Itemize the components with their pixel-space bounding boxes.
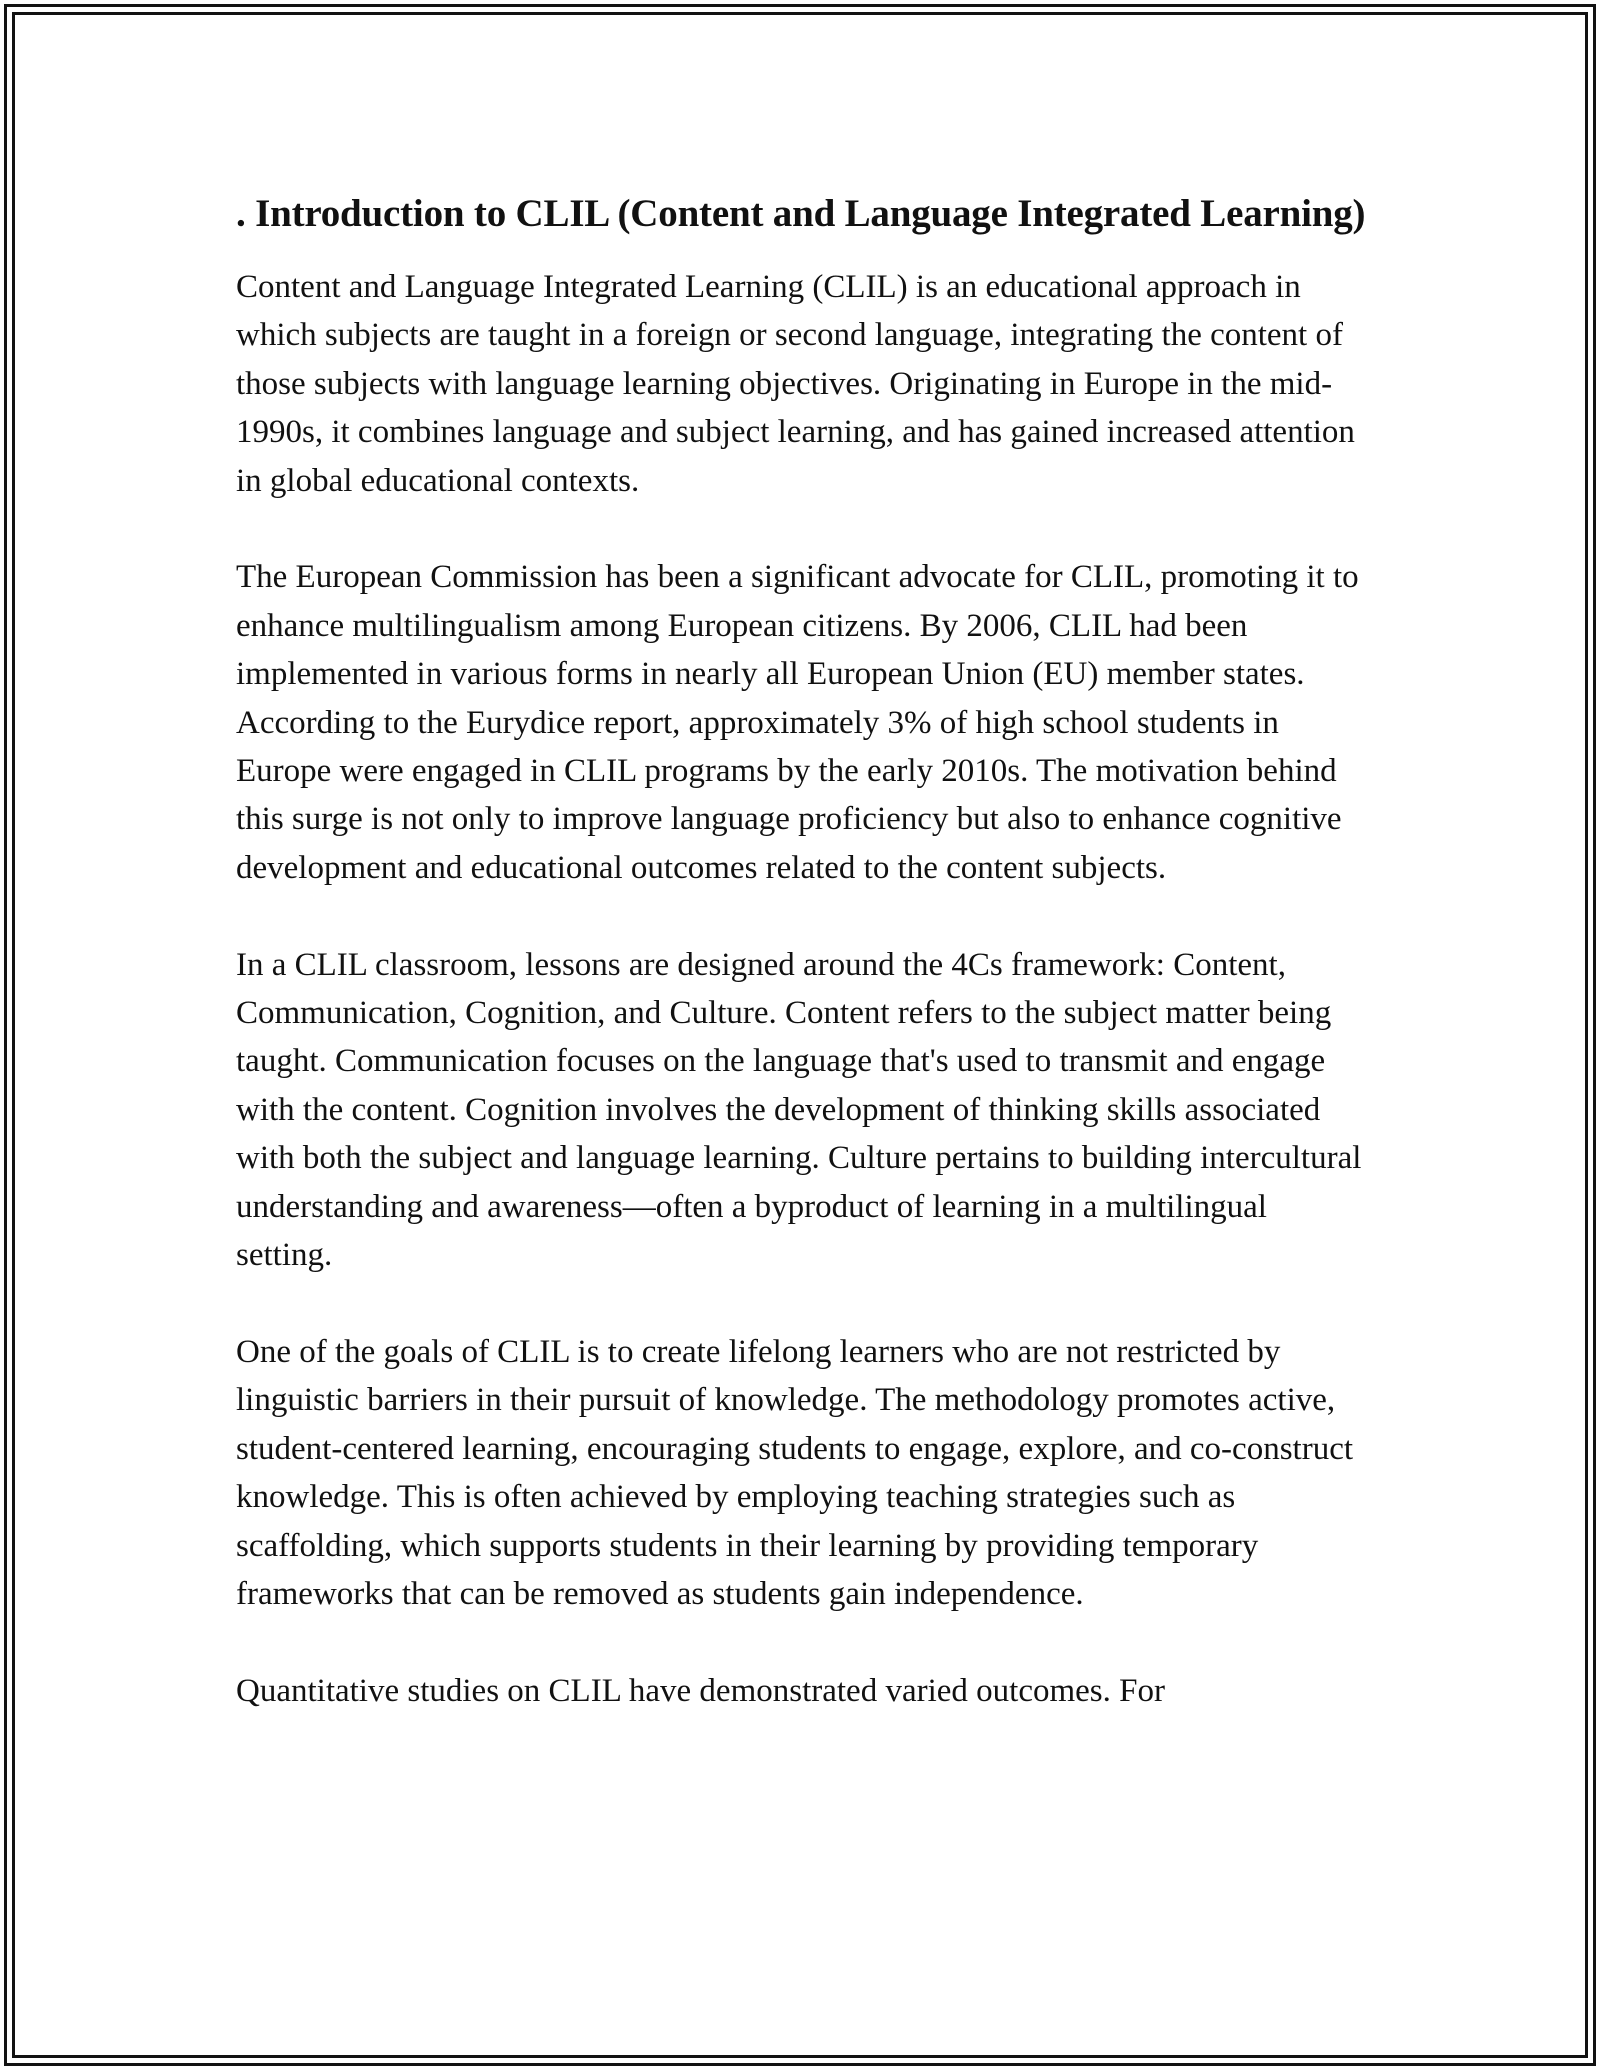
paragraph-4cs-framework: In a CLIL classroom, lessons are designed around the 4Cs framework: Content, Communication, Cognition, and Culture. Content refers to the subject matter being taught. Communication focuses on the language that's used to transmit and engage with the content. Cognition involves the development of thinking skills associated with both the subject and language learning. Culture pertains to building intercultural understanding and awareness—often a byproduct of learning in a multilingual setting. xyxy=(236,946,1362,1274)
document-title: . Introduction to CLIL (Content and Language Integrated Learning) xyxy=(236,192,1366,235)
paragraph-european-commission: The European Commission has been a significant advocate for CLIL, promoting it to enhance multilingualism among European citizens. By 2006, CLIL had been implemented in various forms in nearly all European Union (EU) member states. According to the Eurydice report, approximately 3% of high school students in Europe were engaged in CLIL programs by the early 2010s. The motivation behind this surge is not only to improve language proficiency but also to enhance cognitive development and educational outcomes related to the content subjects. xyxy=(236,559,1359,886)
paragraph-quantitative-studies: Quantitative studies on CLIL have demonstrated varied outcomes. For xyxy=(236,1672,1165,1709)
paragraph-intro: Content and Language Integrated Learning (CLIL) is an educational approach in which subjects are taught in a foreign or second language, integrating the content of those subjects with language learning objectives. Originating in Europe in the mid-1990s, it combines language and subject learning, and has gained increased attention in global educational contexts. xyxy=(236,269,1355,499)
paragraph-goals: One of the goals of CLIL is to create lifelong learners who are not restricted by linguistic barriers in their pursuit of knowledge. The methodology promotes active, student-centered learning, encouraging students to engage, explore, and co-construct knowledge. This is often achieved by employing teaching strategies such as scaffolding, which supports students in their learning by providing temporary frameworks that can be removed as students gain independence. xyxy=(236,1333,1354,1612)
document-page xyxy=(236,186,1366,1715)
